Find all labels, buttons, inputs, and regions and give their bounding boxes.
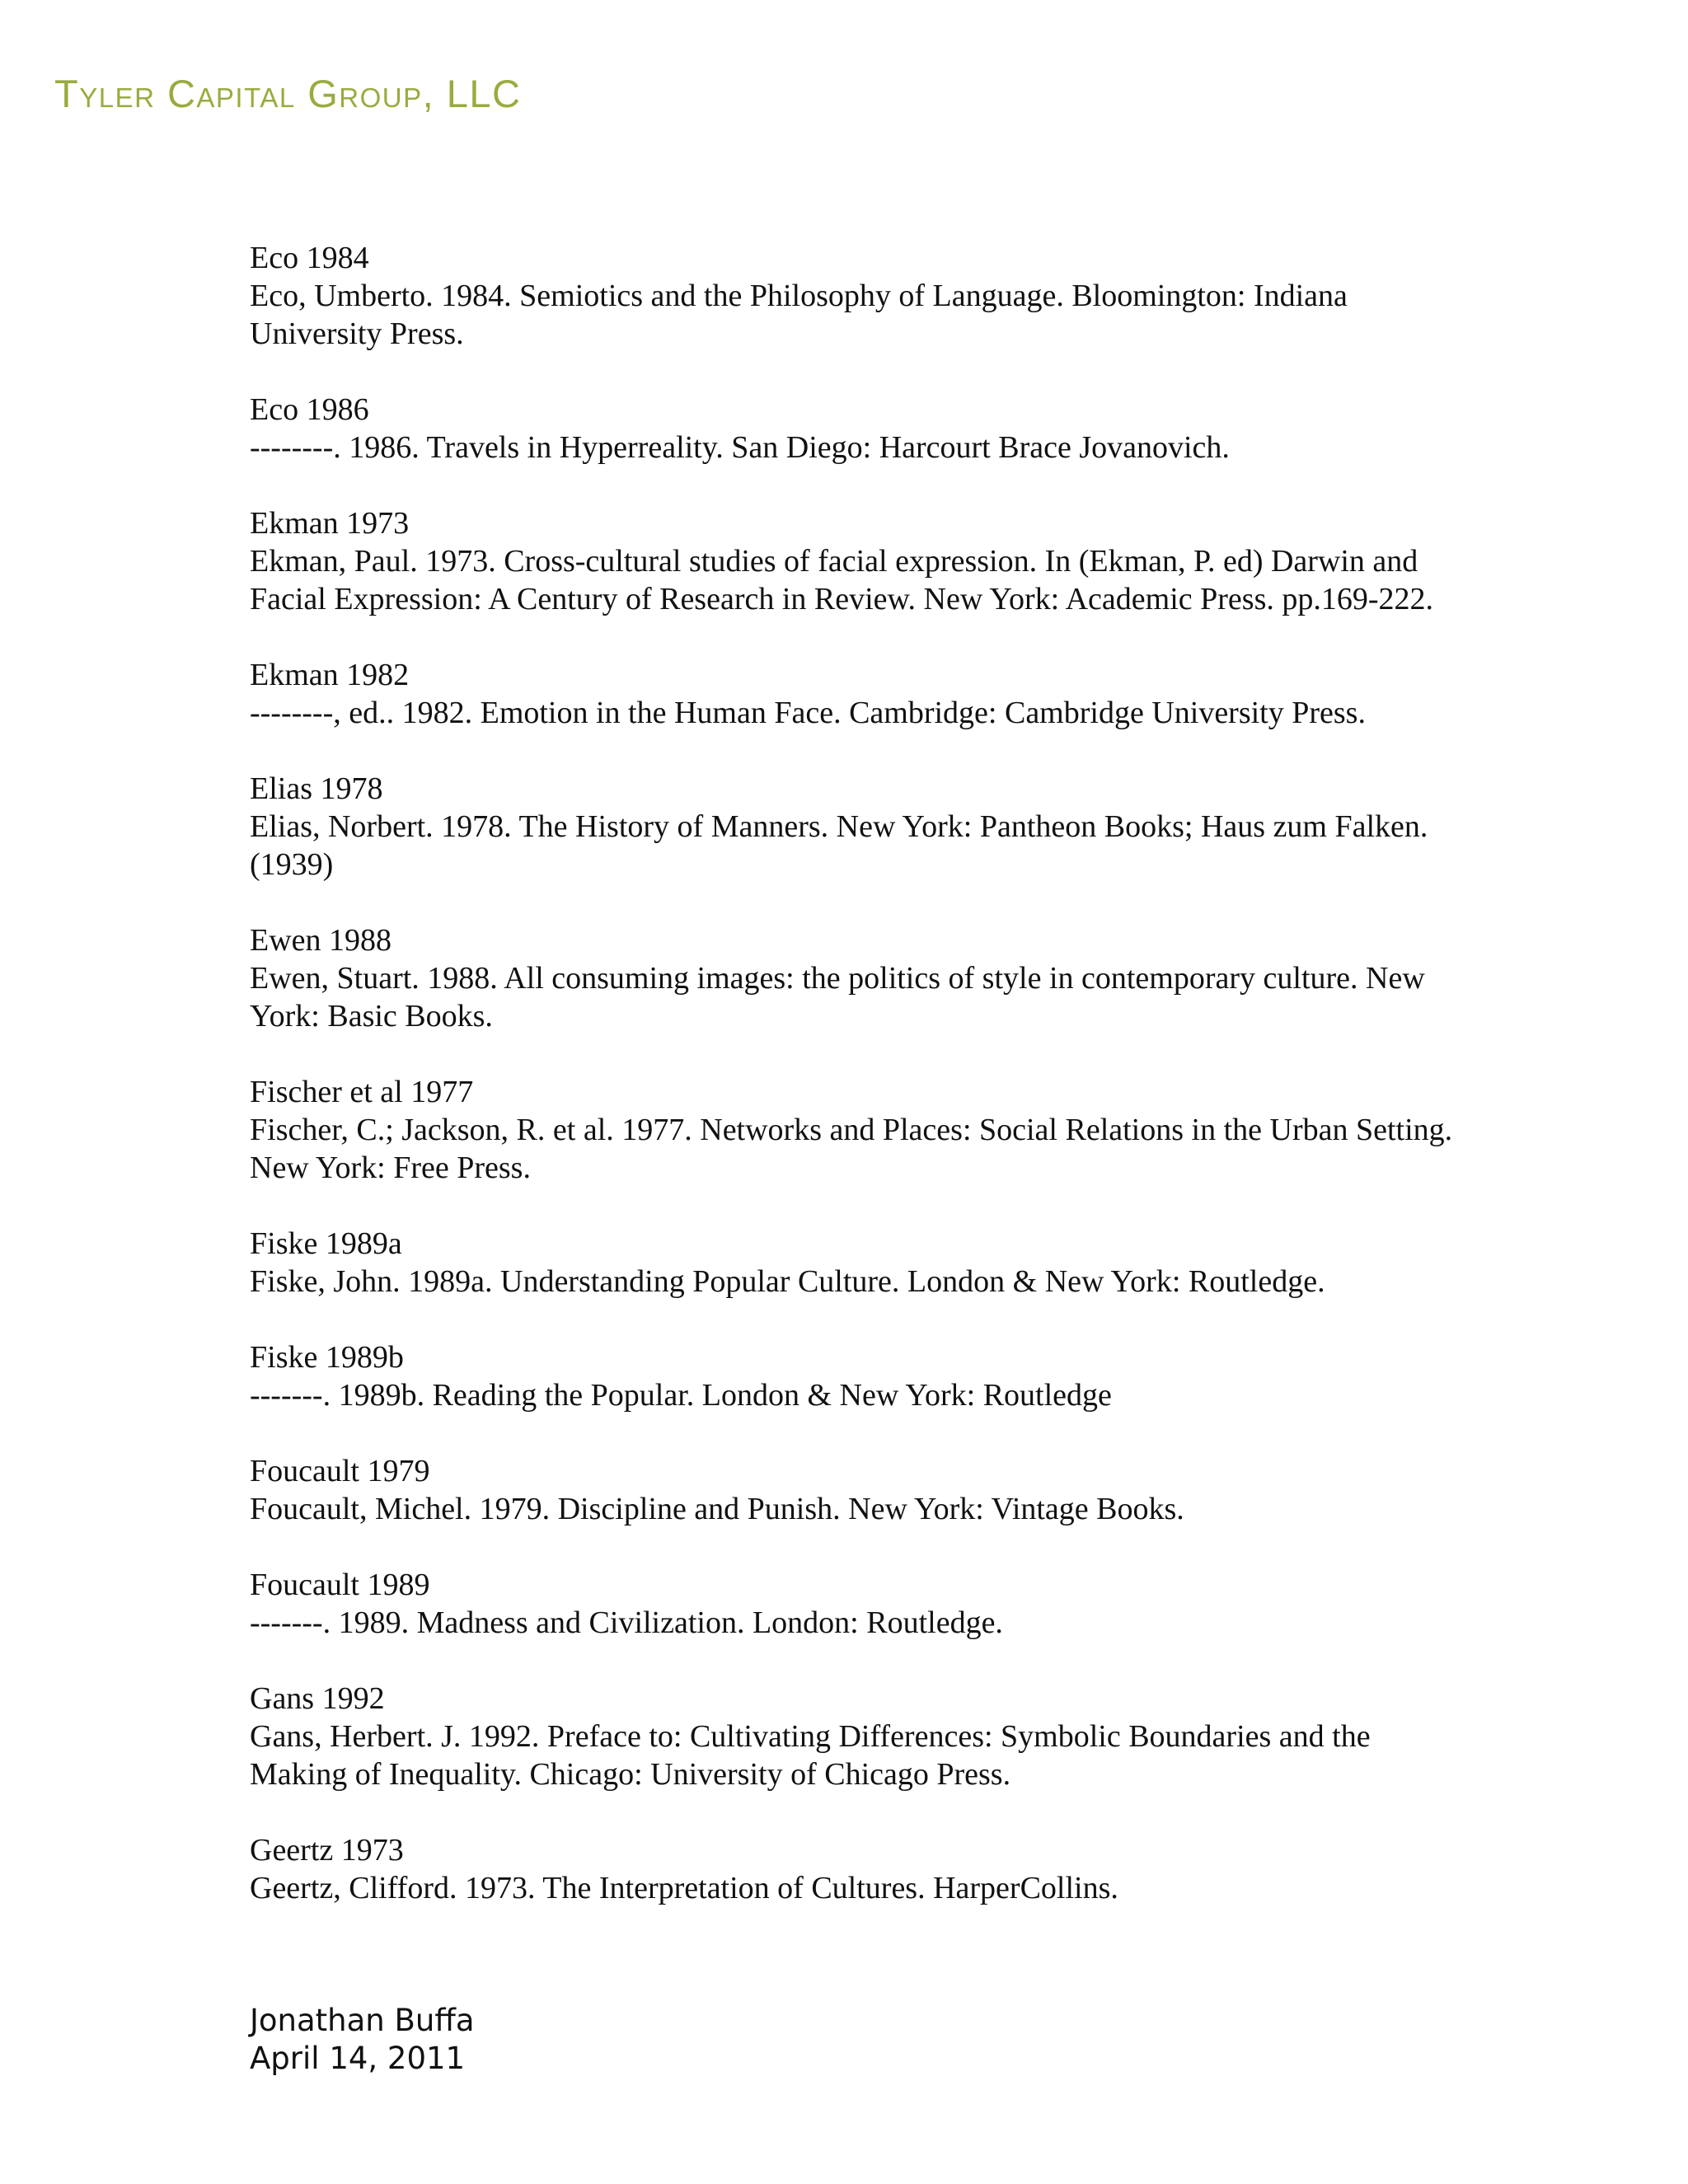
reference-entry [250,1338,1461,1414]
reference-key: Eco 1984 [250,241,369,275]
reference-entry [250,1566,1461,1642]
signature-block [250,2002,475,2078]
reference-citation: -------. 1989. Madness and Civilization. London: Routledge. [250,1605,1003,1640]
reference-key: Geertz 1973 [250,1833,404,1868]
reference-citation: Gans, Herbert. J. 1992. Preface to: Cultivating Differences: Symbolic Boundaries and the Making of Inequality. Chicago: University of Chicago Press. [250,1719,1371,1792]
reference-entry [250,391,1461,466]
reference-entry [250,770,1461,883]
company-header: Tyler Capital Group, LLC [54,72,522,115]
reference-citation: Eco, Umberto. 1984. Semiotics and the Philosophy of Language. Bloomington: Indiana University Press. [250,279,1348,351]
reference-citation: Foucault, Michel. 1979. Discipline and Punish. New York: Vintage Books. [250,1492,1184,1526]
reference-entry [250,1452,1461,1528]
reference-entry [250,921,1461,1035]
reference-citation: -------. 1989b. Reading the Popular. London & New York: Routledge [250,1378,1112,1413]
reference-citation: Geertz, Clifford. 1973. The Interpretation of Cultures. HarperCollins. [250,1871,1118,1905]
reference-citation: --------, ed.. 1982. Emotion in the Human Face. Cambridge: Cambridge University Press. [250,696,1366,730]
signature-name: Jonathan Buffa [250,2003,475,2038]
reference-key: Ekman 1973 [250,506,410,541]
reference-key: Ekman 1982 [250,658,410,692]
reference-key: Ewen 1988 [250,923,392,958]
reference-citation: Ekman, Paul. 1973. Cross-cultural studies of facial expression. In (Ekman, P. ed) Darwin and Facial Expression: A Century of Research in Review. New York: Academic Press. pp.169-222. [250,544,1434,616]
reference-citation: Fiske, John. 1989a. Understanding Popular Culture. London & New York: Routledge. [250,1264,1325,1299]
reference-citation: Elias, Norbert. 1978. The History of Manners. New York: Pantheon Books; Haus zum Falken. (1939) [250,809,1428,882]
reference-citation: --------. 1986. Travels in Hyperreality. San Diego: Harcourt Brace Jovanovich. [250,430,1230,465]
reference-key: Foucault 1979 [250,1454,430,1488]
reference-entry [250,239,1461,353]
reference-entry [250,1225,1461,1301]
reference-entry [250,504,1461,618]
reference-citation: Fischer, C.; Jackson, R. et al. 1977. Networks and Places: Social Relations in the Urban Setting. New York: Free Press. [250,1113,1453,1185]
reference-list [250,239,1461,1945]
reference-key: Gans 1992 [250,1681,385,1716]
signature-date: April 14, 2011 [250,2041,466,2076]
reference-key: Foucault 1989 [250,1568,430,1602]
reference-entry [250,1073,1461,1187]
reference-entry [250,656,1461,732]
reference-entry [250,1831,1461,1907]
reference-key: Elias 1978 [250,771,383,806]
reference-key: Fischer et al 1977 [250,1075,474,1109]
reference-key: Fiske 1989a [250,1226,402,1261]
reference-key: Fiske 1989b [250,1340,404,1375]
reference-key: Eco 1986 [250,392,369,427]
reference-entry [250,1680,1461,1793]
reference-citation: Ewen, Stuart. 1988. All consuming images: the politics of style in contemporary culture. New York: Basic Books. [250,961,1425,1033]
